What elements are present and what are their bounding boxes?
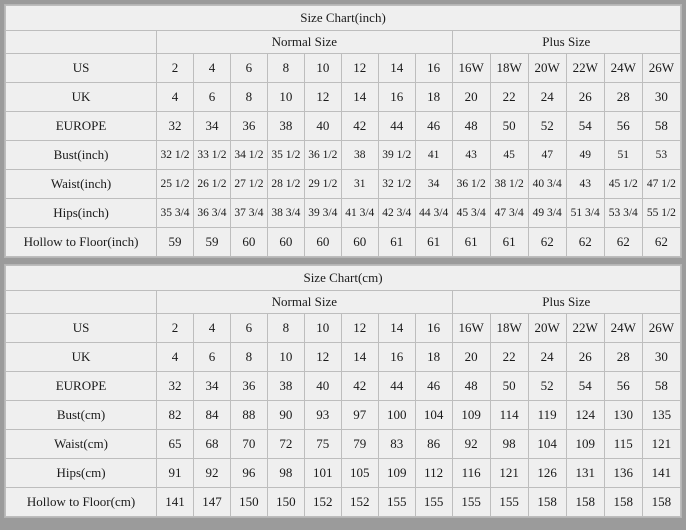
cell: 53 3/4 xyxy=(604,199,642,228)
cell: 55 1/2 xyxy=(642,199,680,228)
cell: 141 xyxy=(642,459,680,488)
cell: 62 xyxy=(566,228,604,257)
cell: 36 xyxy=(230,112,267,141)
cell: 48 xyxy=(452,372,490,401)
cell: 61 xyxy=(415,228,452,257)
cell: 38 1/2 xyxy=(490,170,528,199)
group-header-normal: Normal Size xyxy=(157,31,453,54)
cell: 16 xyxy=(378,83,415,112)
cell: 155 xyxy=(378,488,415,517)
cell: 36 xyxy=(230,372,267,401)
cell: 100 xyxy=(378,401,415,430)
cell: 60 xyxy=(267,228,304,257)
cell: 22 xyxy=(490,343,528,372)
cell: 65 xyxy=(157,430,194,459)
chart-title-row xyxy=(6,266,681,291)
cell: 112 xyxy=(415,459,452,488)
cell: 20W xyxy=(528,54,566,83)
size-chart-inch xyxy=(4,4,682,258)
cell: 36 1/2 xyxy=(304,141,341,170)
cell: 47 1/2 xyxy=(642,170,680,199)
cell: 61 xyxy=(490,228,528,257)
cell: 75 xyxy=(304,430,341,459)
cell: 48 xyxy=(452,112,490,141)
row-label: US xyxy=(6,54,157,83)
cell: 24 xyxy=(528,343,566,372)
cell: 82 xyxy=(157,401,194,430)
cell: 6 xyxy=(193,83,230,112)
table-row xyxy=(6,54,681,83)
cell: 62 xyxy=(604,228,642,257)
cell: 51 3/4 xyxy=(566,199,604,228)
cell: 46 xyxy=(415,112,452,141)
cell: 90 xyxy=(267,401,304,430)
cell: 79 xyxy=(341,430,378,459)
cell: 105 xyxy=(341,459,378,488)
cell: 28 xyxy=(604,83,642,112)
cell: 150 xyxy=(230,488,267,517)
cell: 52 xyxy=(528,372,566,401)
row-label: UK xyxy=(6,343,157,372)
cell: 24 xyxy=(528,83,566,112)
cell: 83 xyxy=(378,430,415,459)
cell: 28 1/2 xyxy=(267,170,304,199)
cell: 16W xyxy=(452,314,490,343)
row-label: EUROPE xyxy=(6,112,157,141)
cell: 158 xyxy=(566,488,604,517)
cell: 109 xyxy=(452,401,490,430)
cell: 14 xyxy=(341,83,378,112)
cell: 130 xyxy=(604,401,642,430)
cell: 8 xyxy=(230,83,267,112)
cell: 86 xyxy=(415,430,452,459)
cell: 93 xyxy=(304,401,341,430)
row-label: Hollow to Floor(cm) xyxy=(6,488,157,517)
cell: 42 xyxy=(341,112,378,141)
group-header-normal: Normal Size xyxy=(157,291,453,314)
cell: 119 xyxy=(528,401,566,430)
cell: 92 xyxy=(452,430,490,459)
cell: 40 3/4 xyxy=(528,170,566,199)
cell: 70 xyxy=(230,430,267,459)
cell: 40 xyxy=(304,112,341,141)
cell: 44 xyxy=(378,372,415,401)
size-chart-inch-table xyxy=(5,5,681,257)
cell: 16 xyxy=(415,54,452,83)
cell: 98 xyxy=(490,430,528,459)
cell: 18W xyxy=(490,314,528,343)
cell: 39 3/4 xyxy=(304,199,341,228)
cell: 39 1/2 xyxy=(378,141,415,170)
cell: 42 xyxy=(341,372,378,401)
cell: 10 xyxy=(267,83,304,112)
cell: 10 xyxy=(267,343,304,372)
cell: 131 xyxy=(566,459,604,488)
cell: 92 xyxy=(193,459,230,488)
cell: 53 xyxy=(642,141,680,170)
page-title: Size Chart(cm) xyxy=(6,266,681,291)
table-row xyxy=(6,112,681,141)
cell: 6 xyxy=(193,343,230,372)
chart-title-row xyxy=(6,6,681,31)
row-label: UK xyxy=(6,83,157,112)
size-chart-cm-table xyxy=(5,265,681,517)
cell: 52 xyxy=(528,112,566,141)
cell: 27 1/2 xyxy=(230,170,267,199)
corner-cell xyxy=(6,291,157,314)
cell: 2 xyxy=(157,54,194,83)
cell: 126 xyxy=(528,459,566,488)
cell: 37 3/4 xyxy=(230,199,267,228)
cell: 30 xyxy=(642,83,680,112)
cell: 54 xyxy=(566,372,604,401)
row-label: Waist(inch) xyxy=(6,170,157,199)
cell: 45 1/2 xyxy=(604,170,642,199)
cell: 47 3/4 xyxy=(490,199,528,228)
cell: 40 xyxy=(304,372,341,401)
cell: 46 xyxy=(415,372,452,401)
cell: 44 xyxy=(378,112,415,141)
cell: 29 1/2 xyxy=(304,170,341,199)
cell: 16W xyxy=(452,54,490,83)
group-header-row xyxy=(6,291,681,314)
cell: 49 3/4 xyxy=(528,199,566,228)
cell: 4 xyxy=(193,314,230,343)
row-label: Hollow to Floor(inch) xyxy=(6,228,157,257)
cell: 32 xyxy=(157,112,194,141)
cell: 38 xyxy=(341,141,378,170)
cell: 8 xyxy=(267,314,304,343)
page-title: Size Chart(inch) xyxy=(6,6,681,31)
cell: 115 xyxy=(604,430,642,459)
cell: 31 xyxy=(341,170,378,199)
table-row xyxy=(6,343,681,372)
cell: 98 xyxy=(267,459,304,488)
cell: 38 3/4 xyxy=(267,199,304,228)
table-row xyxy=(6,401,681,430)
cell: 32 1/2 xyxy=(157,141,194,170)
cell: 34 xyxy=(193,112,230,141)
group-header-plus: Plus Size xyxy=(452,291,680,314)
cell: 141 xyxy=(157,488,194,517)
cell: 32 1/2 xyxy=(378,170,415,199)
cell: 22W xyxy=(566,314,604,343)
cell: 49 xyxy=(566,141,604,170)
cell: 109 xyxy=(566,430,604,459)
table-row xyxy=(6,314,681,343)
cell: 47 xyxy=(528,141,566,170)
cell: 104 xyxy=(415,401,452,430)
cell: 38 xyxy=(267,112,304,141)
cell: 12 xyxy=(304,343,341,372)
table-row xyxy=(6,430,681,459)
cell: 14 xyxy=(378,54,415,83)
cell: 18 xyxy=(415,83,452,112)
cell: 26W xyxy=(642,54,680,83)
cell: 20W xyxy=(528,314,566,343)
cell: 34 xyxy=(193,372,230,401)
cell: 33 1/2 xyxy=(193,141,230,170)
group-header-plus: Plus Size xyxy=(452,31,680,54)
cell: 61 xyxy=(378,228,415,257)
group-header-row xyxy=(6,31,681,54)
cell: 68 xyxy=(193,430,230,459)
table-row xyxy=(6,170,681,199)
cell: 34 1/2 xyxy=(230,141,267,170)
cell: 36 3/4 xyxy=(193,199,230,228)
cell: 12 xyxy=(341,54,378,83)
cell: 155 xyxy=(415,488,452,517)
cell: 26 1/2 xyxy=(193,170,230,199)
cell: 10 xyxy=(304,314,341,343)
cell: 50 xyxy=(490,112,528,141)
cell: 30 xyxy=(642,343,680,372)
cell: 22W xyxy=(566,54,604,83)
row-label: Bust(inch) xyxy=(6,141,157,170)
cell: 72 xyxy=(267,430,304,459)
cell: 6 xyxy=(230,54,267,83)
cell: 61 xyxy=(452,228,490,257)
cell: 101 xyxy=(304,459,341,488)
cell: 14 xyxy=(341,343,378,372)
cell: 59 xyxy=(157,228,194,257)
cell: 6 xyxy=(230,314,267,343)
cell: 16 xyxy=(378,343,415,372)
row-label: Hips(inch) xyxy=(6,199,157,228)
cell: 41 xyxy=(415,141,452,170)
cell: 16 xyxy=(415,314,452,343)
cell: 54 xyxy=(566,112,604,141)
cell: 18W xyxy=(490,54,528,83)
cell: 60 xyxy=(230,228,267,257)
cell: 97 xyxy=(341,401,378,430)
cell: 35 3/4 xyxy=(157,199,194,228)
table-row xyxy=(6,199,681,228)
cell: 28 xyxy=(604,343,642,372)
cell: 155 xyxy=(490,488,528,517)
cell: 158 xyxy=(642,488,680,517)
cell: 114 xyxy=(490,401,528,430)
cell: 50 xyxy=(490,372,528,401)
cell: 8 xyxy=(267,54,304,83)
cell: 38 xyxy=(267,372,304,401)
cell: 109 xyxy=(378,459,415,488)
cell: 36 1/2 xyxy=(452,170,490,199)
cell: 56 xyxy=(604,372,642,401)
cell: 14 xyxy=(378,314,415,343)
cell: 158 xyxy=(604,488,642,517)
cell: 45 xyxy=(490,141,528,170)
cell: 91 xyxy=(157,459,194,488)
table-row xyxy=(6,459,681,488)
cell: 12 xyxy=(304,83,341,112)
cell: 25 1/2 xyxy=(157,170,194,199)
row-label: Hips(cm) xyxy=(6,459,157,488)
cell: 24W xyxy=(604,54,642,83)
cell: 124 xyxy=(566,401,604,430)
table-row xyxy=(6,372,681,401)
cell: 43 xyxy=(566,170,604,199)
cell: 18 xyxy=(415,343,452,372)
cell: 4 xyxy=(157,83,194,112)
cell: 152 xyxy=(304,488,341,517)
cell: 8 xyxy=(230,343,267,372)
cell: 96 xyxy=(230,459,267,488)
cell: 150 xyxy=(267,488,304,517)
cell: 12 xyxy=(341,314,378,343)
corner-cell xyxy=(6,31,157,54)
cell: 24W xyxy=(604,314,642,343)
cell: 26 xyxy=(566,83,604,112)
cell: 158 xyxy=(528,488,566,517)
cell: 104 xyxy=(528,430,566,459)
cell: 136 xyxy=(604,459,642,488)
cell: 44 3/4 xyxy=(415,199,452,228)
size-chart-cm xyxy=(4,264,682,518)
cell: 32 xyxy=(157,372,194,401)
cell: 35 1/2 xyxy=(267,141,304,170)
cell: 62 xyxy=(528,228,566,257)
cell: 4 xyxy=(157,343,194,372)
cell: 59 xyxy=(193,228,230,257)
cell: 2 xyxy=(157,314,194,343)
cell: 20 xyxy=(452,83,490,112)
cell: 60 xyxy=(341,228,378,257)
cell: 58 xyxy=(642,372,680,401)
table-row xyxy=(6,488,681,517)
cell: 58 xyxy=(642,112,680,141)
cell: 152 xyxy=(341,488,378,517)
table-row xyxy=(6,83,681,112)
cell: 10 xyxy=(304,54,341,83)
row-label: US xyxy=(6,314,157,343)
cell: 60 xyxy=(304,228,341,257)
cell: 41 3/4 xyxy=(341,199,378,228)
cell: 116 xyxy=(452,459,490,488)
cell: 42 3/4 xyxy=(378,199,415,228)
cell: 62 xyxy=(642,228,680,257)
row-label: Bust(cm) xyxy=(6,401,157,430)
cell: 20 xyxy=(452,343,490,372)
cell: 121 xyxy=(490,459,528,488)
cell: 26 xyxy=(566,343,604,372)
cell: 26W xyxy=(642,314,680,343)
table-row xyxy=(6,228,681,257)
cell: 34 xyxy=(415,170,452,199)
cell: 45 3/4 xyxy=(452,199,490,228)
cell: 88 xyxy=(230,401,267,430)
row-label: EUROPE xyxy=(6,372,157,401)
cell: 147 xyxy=(193,488,230,517)
cell: 4 xyxy=(193,54,230,83)
cell: 121 xyxy=(642,430,680,459)
table-row xyxy=(6,141,681,170)
cell: 155 xyxy=(452,488,490,517)
cell: 135 xyxy=(642,401,680,430)
cell: 56 xyxy=(604,112,642,141)
cell: 43 xyxy=(452,141,490,170)
cell: 22 xyxy=(490,83,528,112)
cell: 51 xyxy=(604,141,642,170)
row-label: Waist(cm) xyxy=(6,430,157,459)
cell: 84 xyxy=(193,401,230,430)
